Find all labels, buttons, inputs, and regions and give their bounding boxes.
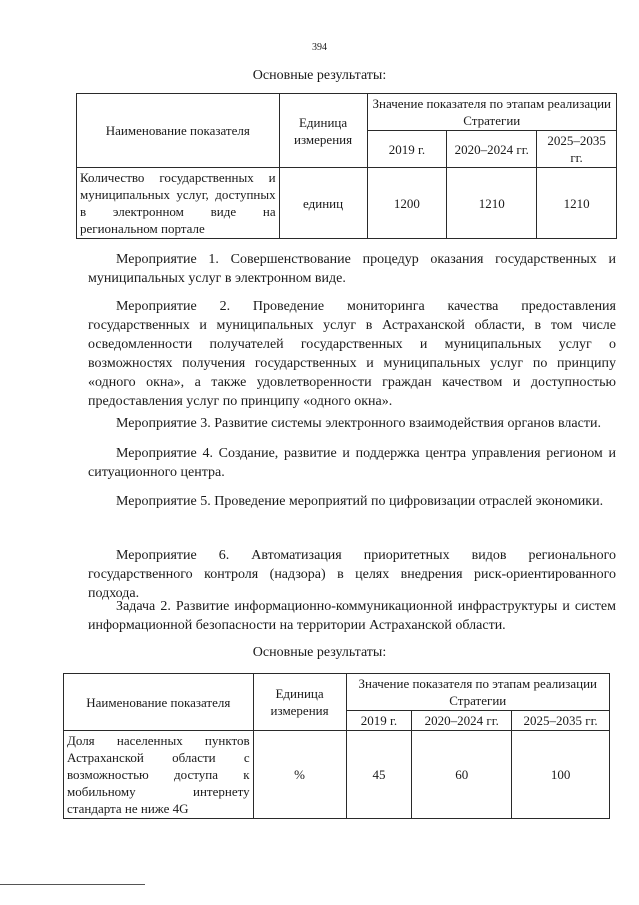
row-value: 1210 bbox=[447, 168, 537, 239]
row-name: Доля населенных пунктов Астраханской области с возможностью доступа к мобильному интернету стандарта не ниже 4G bbox=[64, 731, 254, 819]
row-name: Количество государственных и муниципальных услуг, доступных в электронном виде на региональном портале bbox=[77, 168, 280, 239]
row-value: 60 bbox=[412, 731, 512, 819]
footer-divider bbox=[0, 884, 145, 885]
table1-caption: Основные результаты: bbox=[252, 68, 387, 83]
header-year: 2025–2035 гг. bbox=[537, 131, 617, 168]
header-unit: Единица измерения bbox=[253, 674, 346, 731]
table-row bbox=[64, 731, 610, 819]
row-unit: единиц bbox=[279, 168, 367, 239]
header-year: 2020–2024 гг. bbox=[447, 131, 537, 168]
table-header-row bbox=[77, 94, 617, 131]
row-value: 100 bbox=[512, 731, 610, 819]
header-year: 2020–2024 гг. bbox=[412, 711, 512, 731]
header-value-group: Значение показателя по этапам реализации Стратегии bbox=[346, 674, 609, 711]
header-unit: Единица измерения bbox=[279, 94, 367, 168]
paragraph-task-2: Задача 2. Развитие информационно-коммуникационной инфраструктуры и систем информационной безопасности на территории Астраханской области. bbox=[88, 599, 616, 633]
header-name: Наименование показателя bbox=[77, 94, 280, 168]
row-value: 1200 bbox=[367, 168, 447, 239]
results-table-1 bbox=[76, 93, 617, 239]
results-table-2 bbox=[63, 673, 610, 819]
paragraph-measure-4: Мероприятие 4. Создание, развитие и поддержка центра управления регионом и ситуационного центра. bbox=[88, 446, 616, 480]
header-year: 2025–2035 гг. bbox=[512, 711, 610, 731]
table-header-row bbox=[64, 674, 610, 711]
header-value-group: Значение показателя по этапам реализации Стратегии bbox=[367, 94, 616, 131]
paragraph-measure-6: Мероприятие 6. Автоматизация приоритетных видов регионального государственного контроля (надзора) в целях внедрения риск-ориентированного подхода. bbox=[88, 548, 616, 601]
header-year: 2019 г. bbox=[367, 131, 447, 168]
row-value: 1210 bbox=[537, 168, 617, 239]
table2-caption: Основные результаты: bbox=[252, 645, 387, 660]
header-name: Наименование показателя bbox=[64, 674, 254, 731]
paragraph-measure-3: Мероприятие 3. Развитие системы электронного взаимодействия органов власти. bbox=[116, 416, 601, 431]
page-number: 394 bbox=[312, 42, 327, 53]
table-row bbox=[77, 168, 617, 239]
row-value: 45 bbox=[346, 731, 412, 819]
paragraph-measure-5: Мероприятие 5. Проведение мероприятий по цифровизации отраслей экономики. bbox=[116, 494, 604, 509]
paragraph-measure-2: Мероприятие 2. Проведение мониторинга качества предоставления государственных и муниципальных услуг в Астраханской области, в том числе осведомленности получателей государственных и муниципальных услуг о возможностях получения государственных и муниципальных услуг по принципу «одного окна», а также удовлетворенности граждан качеством и доступностью предоставления услуг по принципу «одного окна». bbox=[88, 299, 616, 409]
paragraph-measure-1: Мероприятие 1. Совершенствование процедур оказания государственных и муниципальных услуг в электронном виде. bbox=[88, 252, 616, 286]
row-unit: % bbox=[253, 731, 346, 819]
header-year: 2019 г. bbox=[346, 711, 412, 731]
